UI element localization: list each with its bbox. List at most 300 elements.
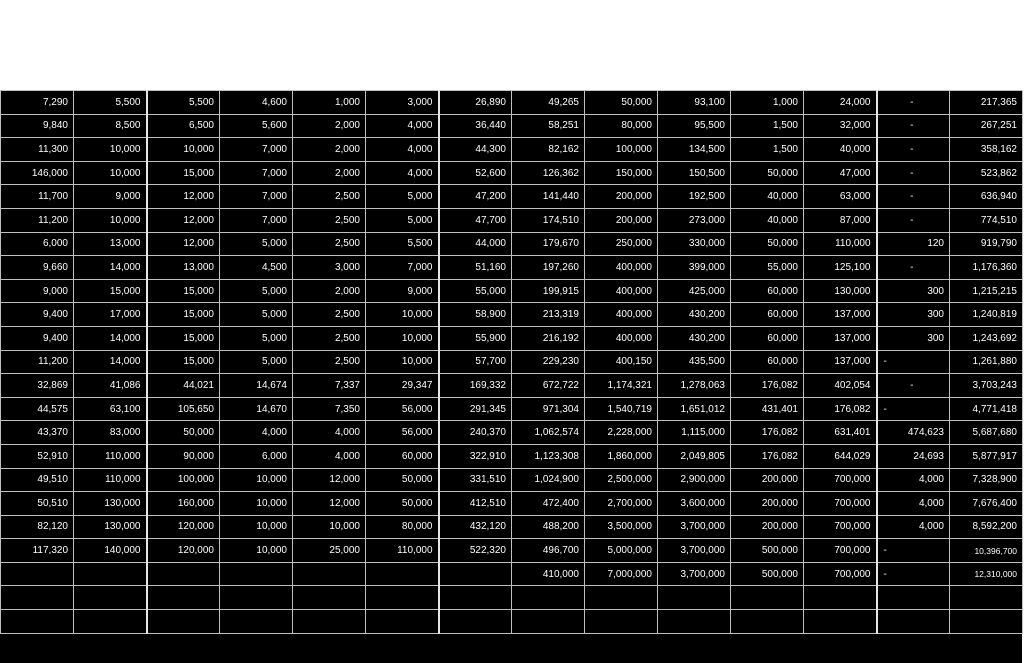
table-cell: 7,000 [366, 256, 439, 280]
table-cell: 52,600 [439, 161, 512, 185]
table-cell: 10,000 [220, 468, 293, 492]
table-cell: 9,000 [366, 279, 439, 303]
table-row [1, 350, 1023, 374]
table-row [1, 444, 1023, 468]
table-cell: 50,000 [731, 161, 804, 185]
table-cell: 52,910 [1, 444, 74, 468]
table-cell: 1,240,819 [950, 303, 1023, 327]
table-cell: 197,260 [512, 256, 585, 280]
table-cell: 13,000 [74, 232, 147, 256]
table-cell: 10,000 [147, 138, 220, 162]
table-cell: 90,000 [147, 444, 220, 468]
table-cell: 7,000 [220, 208, 293, 232]
table-cell: 110,000 [74, 444, 147, 468]
table-cell: 322,910 [439, 444, 512, 468]
table-cell: 474,623 [877, 421, 950, 445]
table-cell: 4,000 [366, 114, 439, 138]
table-row [1, 91, 1023, 115]
table-cell: 137,000 [804, 303, 877, 327]
table-cell: 523,862 [950, 161, 1023, 185]
table-cell: 130,000 [74, 515, 147, 539]
table-cell [877, 586, 950, 610]
table-cell: 4,600 [220, 91, 293, 115]
table-cell [658, 610, 731, 634]
table-row [1, 138, 1023, 162]
table-cell: 6,500 [147, 114, 220, 138]
table-cell [731, 586, 804, 610]
table-cell: 56,000 [366, 397, 439, 421]
table-cell: 5,687,680 [950, 421, 1023, 445]
table-cell: 400,150 [585, 350, 658, 374]
table-cell: 430,200 [658, 303, 731, 327]
table-row [1, 421, 1023, 445]
table-cell: - [877, 161, 950, 185]
table-cell: 7,337 [293, 374, 366, 398]
table-cell: 331,510 [439, 468, 512, 492]
table-cell: 11,200 [1, 350, 74, 374]
table-cell: 5,000 [220, 279, 293, 303]
table-cell: 87,000 [804, 208, 877, 232]
table-cell: 60,000 [731, 279, 804, 303]
table-cell: 1,540,719 [585, 397, 658, 421]
table-cell: 15,000 [147, 161, 220, 185]
table-cell: 150,000 [585, 161, 658, 185]
table-cell: 1,024,900 [512, 468, 585, 492]
table-cell: 4,000 [877, 468, 950, 492]
table-cell: 7,000 [220, 161, 293, 185]
table-row [1, 256, 1023, 280]
table-cell: 2,500 [293, 326, 366, 350]
table-cell: 41,086 [74, 374, 147, 398]
table-cell: 3,700,000 [658, 539, 731, 563]
table-cell: 7,676,400 [950, 492, 1023, 516]
table-cell: 126,362 [512, 161, 585, 185]
table-cell: 3,700,000 [658, 562, 731, 586]
table-cell: 5,500 [366, 232, 439, 256]
table-cell: 130,000 [74, 492, 147, 516]
table-cell: 4,000 [877, 515, 950, 539]
table-cell [950, 586, 1023, 610]
table-cell: 105,650 [147, 397, 220, 421]
table-cell: - [877, 185, 950, 209]
table-cell: 40,000 [804, 138, 877, 162]
table-cell: 40,000 [731, 208, 804, 232]
table-cell: 174,510 [512, 208, 585, 232]
table-cell: 1,123,308 [512, 444, 585, 468]
table-cell: 700,000 [804, 515, 877, 539]
table-cell: 176,082 [731, 374, 804, 398]
table-cell [950, 610, 1023, 634]
table-cell [439, 610, 512, 634]
table-cell: 150,500 [658, 161, 731, 185]
table-cell: 15,000 [147, 326, 220, 350]
table-cell: 2,500 [293, 208, 366, 232]
table-cell [293, 586, 366, 610]
table-cell: 58,900 [439, 303, 512, 327]
table-cell: 5,000 [220, 303, 293, 327]
table-cell: 1,261,880 [950, 350, 1023, 374]
table-row [1, 326, 1023, 350]
table-cell: 24,000 [804, 91, 877, 115]
table-cell: 1,062,574 [512, 421, 585, 445]
table-cell [585, 586, 658, 610]
table-cell: 176,082 [804, 397, 877, 421]
table-cell: 472,400 [512, 492, 585, 516]
table-cell: 11,700 [1, 185, 74, 209]
table-row [1, 232, 1023, 256]
table-cell: 10,000 [74, 161, 147, 185]
table-cell: 12,000 [293, 492, 366, 516]
data-table [0, 90, 1023, 634]
table-cell: 200,000 [585, 208, 658, 232]
table-cell: 488,200 [512, 515, 585, 539]
table-cell: 700,000 [804, 539, 877, 563]
table-cell: 49,265 [512, 91, 585, 115]
table-cell: 358,162 [950, 138, 1023, 162]
table-cell: 51,160 [439, 256, 512, 280]
table-cell: 5,000 [220, 232, 293, 256]
table-cell: 55,000 [731, 256, 804, 280]
table-cell: 50,000 [731, 232, 804, 256]
table-cell: 919,790 [950, 232, 1023, 256]
table-cell: 435,500 [658, 350, 731, 374]
table-cell: 240,370 [439, 421, 512, 445]
table-cell: 32,869 [1, 374, 74, 398]
table-cell: 83,000 [74, 421, 147, 445]
table-cell: 291,345 [439, 397, 512, 421]
table-cell: 217,365 [950, 91, 1023, 115]
table-cell: 700,000 [804, 562, 877, 586]
table-cell: 6,000 [1, 232, 74, 256]
table-cell: 44,000 [439, 232, 512, 256]
table-cell: 5,000 [366, 185, 439, 209]
table-cell: 2,228,000 [585, 421, 658, 445]
table-cell: 120,000 [147, 539, 220, 563]
table-cell: 100,000 [585, 138, 658, 162]
table-cell: 80,000 [366, 515, 439, 539]
table-cell: 179,670 [512, 232, 585, 256]
table-cell: 267,251 [950, 114, 1023, 138]
table-cell [877, 610, 950, 634]
table-cell: 3,500,000 [585, 515, 658, 539]
table-cell: 50,000 [366, 492, 439, 516]
table-cell: 2,700,000 [585, 492, 658, 516]
table-cell: 134,500 [658, 138, 731, 162]
table-cell [293, 562, 366, 586]
table-cell [512, 610, 585, 634]
table-cell: 63,000 [804, 185, 877, 209]
table-row [1, 586, 1023, 610]
table-row [1, 610, 1023, 634]
table-cell: 1,500 [731, 138, 804, 162]
table-cell: 500,000 [731, 539, 804, 563]
table-cell: 137,000 [804, 350, 877, 374]
table-cell: 25,000 [293, 539, 366, 563]
table-cell: 2,000 [293, 138, 366, 162]
table-cell: 1,860,000 [585, 444, 658, 468]
table-cell: 496,700 [512, 539, 585, 563]
table-cell: 10,000 [366, 350, 439, 374]
table-cell [585, 610, 658, 634]
table-cell [1, 562, 74, 586]
table-cell: 60,000 [366, 444, 439, 468]
table-cell: 4,500 [220, 256, 293, 280]
table-cell: 8,592,200 [950, 515, 1023, 539]
table-row [1, 185, 1023, 209]
table-cell: 10,000 [74, 208, 147, 232]
table-cell: 15,000 [147, 350, 220, 374]
table-cell: 58,251 [512, 114, 585, 138]
table-cell: 636,940 [950, 185, 1023, 209]
table-row [1, 492, 1023, 516]
table-cell: 631,401 [804, 421, 877, 445]
table-cell: 130,000 [804, 279, 877, 303]
table-cell: 5,877,917 [950, 444, 1023, 468]
table-cell: 774,510 [950, 208, 1023, 232]
table-cell [220, 586, 293, 610]
table-cell: 60,000 [731, 303, 804, 327]
table-cell: 300 [877, 279, 950, 303]
table-cell: 47,700 [439, 208, 512, 232]
table-cell [1, 586, 74, 610]
table-cell: 400,000 [585, 303, 658, 327]
table-cell: 200,000 [585, 185, 658, 209]
table-cell: 522,320 [439, 539, 512, 563]
table-cell: 2,000 [293, 161, 366, 185]
table-cell: 110,000 [804, 232, 877, 256]
table-cell: 44,021 [147, 374, 220, 398]
table-row [1, 208, 1023, 232]
table-cell: 5,500 [147, 91, 220, 115]
table-cell: 55,000 [439, 279, 512, 303]
table-cell: 4,000 [293, 444, 366, 468]
table-cell: 192,500 [658, 185, 731, 209]
table-cell: 400,000 [585, 279, 658, 303]
table-cell [147, 562, 220, 586]
table-row [1, 279, 1023, 303]
table-cell: 200,000 [731, 468, 804, 492]
table-cell [1, 610, 74, 634]
table-cell: 176,082 [731, 421, 804, 445]
table-cell: 117,320 [1, 539, 74, 563]
table-cell: 56,000 [366, 421, 439, 445]
table-cell: 10,000 [74, 138, 147, 162]
table-cell: 1,000 [731, 91, 804, 115]
table-cell: 1,651,012 [658, 397, 731, 421]
table-cell: 13,000 [147, 256, 220, 280]
table-cell: 5,000 [220, 350, 293, 374]
table-cell [220, 562, 293, 586]
table-cell [147, 586, 220, 610]
table-cell: 2,500 [293, 185, 366, 209]
table-cell: 10,396,700 [950, 539, 1023, 563]
table-cell: 49,510 [1, 468, 74, 492]
table-cell [804, 586, 877, 610]
table-cell: 213,319 [512, 303, 585, 327]
table-cell: 26,890 [439, 91, 512, 115]
table-cell [439, 562, 512, 586]
table-cell: 137,000 [804, 326, 877, 350]
table-cell: 44,300 [439, 138, 512, 162]
table-cell: 399,000 [658, 256, 731, 280]
table-cell: - [877, 397, 950, 421]
table-cell: - [877, 350, 950, 374]
table-cell: 2,000 [293, 114, 366, 138]
table-cell: 95,500 [658, 114, 731, 138]
table-cell: 82,120 [1, 515, 74, 539]
table-cell [658, 586, 731, 610]
table-cell [293, 610, 366, 634]
table-cell: 1,243,692 [950, 326, 1023, 350]
table-cell: 12,000 [293, 468, 366, 492]
table-row [1, 397, 1023, 421]
table-cell: 50,510 [1, 492, 74, 516]
table-cell: 14,000 [74, 256, 147, 280]
table-cell [220, 610, 293, 634]
table-row [1, 515, 1023, 539]
table-cell: 1,500 [731, 114, 804, 138]
table-cell: 402,054 [804, 374, 877, 398]
table-cell: 199,915 [512, 279, 585, 303]
table-cell: 29,347 [366, 374, 439, 398]
table-cell: 412,510 [439, 492, 512, 516]
table-cell: 9,400 [1, 303, 74, 327]
table-cell [366, 610, 439, 634]
table-cell: 1,278,063 [658, 374, 731, 398]
table-cell: 55,900 [439, 326, 512, 350]
table-cell: 4,000 [293, 421, 366, 445]
table-cell: 43,370 [1, 421, 74, 445]
table-cell: 8,500 [74, 114, 147, 138]
table-cell: 4,000 [220, 421, 293, 445]
table-cell: - [877, 208, 950, 232]
table-cell: 10,000 [293, 515, 366, 539]
table-cell: 9,000 [1, 279, 74, 303]
table-cell: 700,000 [804, 468, 877, 492]
table-cell: 36,440 [439, 114, 512, 138]
table-cell: 1,174,321 [585, 374, 658, 398]
table-cell: 12,000 [147, 208, 220, 232]
table-cell: 82,162 [512, 138, 585, 162]
table-row [1, 161, 1023, 185]
table-cell: 47,200 [439, 185, 512, 209]
table-cell: 1,215,215 [950, 279, 1023, 303]
table-cell: 140,000 [74, 539, 147, 563]
table-row [1, 539, 1023, 563]
table-cell: 11,300 [1, 138, 74, 162]
table-row [1, 303, 1023, 327]
table-cell: 3,703,243 [950, 374, 1023, 398]
table-cell: 200,000 [731, 515, 804, 539]
table-cell: 1,176,360 [950, 256, 1023, 280]
table-cell: 7,000 [220, 185, 293, 209]
table-cell: - [877, 114, 950, 138]
table-cell: 4,000 [366, 138, 439, 162]
table-cell: 11,200 [1, 208, 74, 232]
table-cell: 141,440 [512, 185, 585, 209]
table-cell: 15,000 [147, 303, 220, 327]
table-cell: 2,900,000 [658, 468, 731, 492]
table-cell: - [877, 539, 950, 563]
table-cell [439, 586, 512, 610]
table-container [0, 90, 1022, 663]
table-cell: 110,000 [74, 468, 147, 492]
table-cell: 250,000 [585, 232, 658, 256]
table-cell: 9,840 [1, 114, 74, 138]
table-cell: 2,500 [293, 232, 366, 256]
table-cell: 32,000 [804, 114, 877, 138]
table-cell: 120 [877, 232, 950, 256]
table-cell: 216,192 [512, 326, 585, 350]
table-cell: 3,700,000 [658, 515, 731, 539]
table-cell: 15,000 [74, 279, 147, 303]
table-cell: 57,700 [439, 350, 512, 374]
table-cell: 50,000 [366, 468, 439, 492]
table-cell: 160,000 [147, 492, 220, 516]
table-cell [74, 586, 147, 610]
table-cell: 60,000 [731, 326, 804, 350]
table-cell: 2,500 [293, 350, 366, 374]
table-cell: 9,660 [1, 256, 74, 280]
table-cell: - [877, 374, 950, 398]
table-cell: 3,000 [293, 256, 366, 280]
table-cell: 10,000 [220, 492, 293, 516]
table-cell: 229,230 [512, 350, 585, 374]
table-cell: 24,693 [877, 444, 950, 468]
table-cell: 273,000 [658, 208, 731, 232]
table-cell: 9,400 [1, 326, 74, 350]
table-cell [147, 610, 220, 634]
table-cell: 400,000 [585, 326, 658, 350]
table-cell: 93,100 [658, 91, 731, 115]
table-cell: 14,000 [74, 326, 147, 350]
table-cell: 5,000 [220, 326, 293, 350]
table-cell: 15,000 [147, 279, 220, 303]
table-cell: 2,049,805 [658, 444, 731, 468]
table-cell: 176,082 [731, 444, 804, 468]
table-body [1, 91, 1023, 634]
table-cell: 7,350 [293, 397, 366, 421]
table-cell: - [877, 91, 950, 115]
table-cell: 4,771,418 [950, 397, 1023, 421]
table-cell: 50,000 [147, 421, 220, 445]
table-cell: 3,600,000 [658, 492, 731, 516]
table-cell: 3,000 [366, 91, 439, 115]
table-cell: 5,600 [220, 114, 293, 138]
table-cell: 120,000 [147, 515, 220, 539]
table-cell: 63,100 [74, 397, 147, 421]
table-cell: 50,000 [585, 91, 658, 115]
table-row [1, 114, 1023, 138]
table-cell: - [877, 138, 950, 162]
table-cell: 5,000,000 [585, 539, 658, 563]
table-cell: 500,000 [731, 562, 804, 586]
table-cell: 672,722 [512, 374, 585, 398]
table-cell: 10,000 [366, 326, 439, 350]
table-cell: 6,000 [220, 444, 293, 468]
table-cell [804, 610, 877, 634]
table-cell [74, 562, 147, 586]
table-cell: 2,500,000 [585, 468, 658, 492]
table-cell: 14,674 [220, 374, 293, 398]
table-cell: 44,575 [1, 397, 74, 421]
table-cell: 2,500 [293, 303, 366, 327]
table-cell [512, 586, 585, 610]
table-cell: 2,000 [293, 279, 366, 303]
table-row [1, 562, 1023, 586]
table-cell: 12,000 [147, 232, 220, 256]
table-cell: 330,000 [658, 232, 731, 256]
